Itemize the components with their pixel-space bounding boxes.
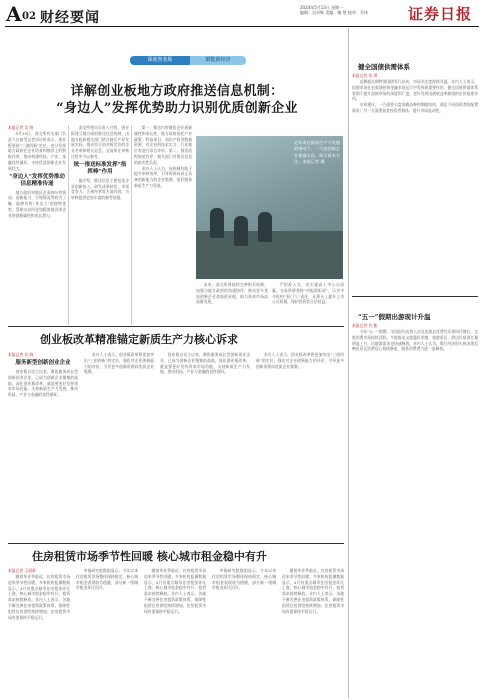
lead-column-4 [196, 282, 268, 326]
mid-paragraph: 创业板自设立以来，聚焦服务成长型创新创业企业，已成为创新企业聚集的高地。深化创业板改革，就是要更好发挥资本市场功能，支持新质生产力发展，推动科技、产业与金融的良性循环。 [160, 352, 250, 375]
column-divider [131, 125, 132, 325]
lead-paragraph: 地方政府对辖区企业的经营情况、创新能力、合规情况等较为了解，能够发挥“身边人”的独特优势，帮助交易所更加精准地识别企业的创新属性和成长潜力。 [8, 189, 66, 218]
mid-column-2 [84, 352, 154, 542]
photo-caption: 近年来在新质生产力发展的带动下，一大批创新企业崭露头角，吸引资本关注。本报记者 摄 [294, 140, 341, 164]
page-letter: A [6, 2, 22, 26]
lead-paragraph: 业内人士认为，该机制有助于提升审核效率，引导资源向真正具备创新能力的企业集聚，更好服务新质生产力发展。 [134, 165, 192, 188]
bottom-paragraph: 中指研究院数据显示，今年以来住房租赁市场整体保持稳定，核心城市租金表现较为稳健，部分新一线城市租金环比回升。 [212, 568, 276, 591]
lead-column-1 [8, 125, 66, 325]
mid-subhead: 服务新型创新创业企业 [15, 360, 71, 366]
bottom-byline: 本报记者 王丽新 [8, 568, 36, 573]
lead-subhead-1: “身边人”发挥优势推动信息精准传递 [9, 173, 65, 187]
mid-paragraph: 创业板自设立以来，聚焦服务成长型创新创业企业，已成为创新企业聚集的高地。深化创业板改革，就是要更好发挥资本市场功能，支持新质生产力发展，推动科技、产业与金融的良性循环。 [8, 369, 78, 398]
sidebar-article-1 [352, 73, 478, 273]
section-title: 财经要闻 [40, 10, 100, 26]
tag-left: 深度创业版 [130, 56, 190, 65]
lead-column-5 [272, 282, 344, 326]
header-meta [300, 5, 410, 15]
sidebar-paragraph: 专家建议，一方面要丰富国债品种和期限结构，满足不同投资者的配置需求；另一方面要拓宽投资者群体，提升市场流动性。 [352, 102, 478, 113]
bottom-column-4 [212, 568, 276, 696]
lead-paragraph: 未来，深交所将持续完善相关机制，加强与地方政府的沟通协作，推动更多优质创新企业登陆创业板，助力资本市场高质量发展。 [196, 282, 268, 305]
bottom-paragraph: 随着毕业季临近，住房租赁市场迎来季节性回暖。多家机构监测数据显示，4月份重点城市住房租金环比上涨，核心城市租金稳中有升，租赁需求持续释放。业内人士表示，各地不断完善住房租赁政策体系，保障性租赁住房供给持续增加，住房租赁市场有望保持平稳运行。 [8, 574, 70, 620]
tag-right: 赋能新经济 [190, 56, 246, 65]
sidebar-title-1: 健全国债供需体系 [358, 63, 410, 71]
lead-paragraph: 据介绍，推送信息主要包括企业创新投入、研发成果转化、市场竞争力、合规经营等方面内容，为审核提供更加丰富的参考依据。 [71, 177, 129, 201]
bottom-column-5 [282, 568, 344, 696]
mid-byline: 本报记者 吴 晓 [8, 352, 34, 357]
sidebar-paragraph: 今年“五一”假期，全国国内出游人次及出游总花费均实现同比增长，文旅消费市场持续活跃。多地推出文旅惠民举措，旅游景区、酒店民宿预订量明显上升，出境游需求也快速释放。业内人士认为，假日经济的火热表现反映出居民消费信心持续修复，服务消费潜力进一步释放。 [352, 329, 478, 352]
bottom-column-1 [8, 568, 70, 696]
photo-figure [258, 212, 272, 242]
mid-headline: 创业板改革精准锚定新质生产力核心诉求 [40, 333, 238, 346]
lead-paragraph: 严把准入关，切实提高上市公司质量。交易所将坚持“申报即担责”，压实中介机构“看门人”责任，从源头上提升上市公司质量，保护投资者合法权益。 [272, 282, 344, 305]
photo-figure [210, 208, 224, 238]
bottom-headline: 住房租赁市场季节性回暖 核心城市租金稳中有升 [32, 550, 267, 563]
bottom-column-2 [76, 568, 138, 696]
lead-column-2 [71, 125, 129, 325]
sidebar-byline-2: 本报记者 肖 艳 [352, 323, 378, 328]
lead-paragraph: 深交所相关负责人介绍，创业板建立地方政府推送信息机制，由地方政府相关部门结合辖区产业发展实际，推送符合创业板定位的企业名单和相关信息，交易所在审核过程中予以参考。 [71, 125, 129, 159]
header-date: 2024年5月13日 星期一 [300, 5, 344, 10]
newspaper-logo: 证券日报 [408, 5, 473, 23]
lead-column-3 [134, 125, 192, 325]
sidebar-byline-1: 本报记者 刘 琪 [352, 73, 378, 78]
sidebar-title-2: “五一”假期出游现计升温 [358, 313, 431, 321]
column-divider [68, 125, 69, 325]
mid-column-3 [160, 352, 250, 542]
lead-paragraph: 5月10日，深交所有关部门负责人在接受记者采访时表示，创业板坚持“三创四新”定位，充分发挥地方政府在企业培育和推荐上的积极作用，推动构建科技、产业、金融良性循环，支持优质创新企业发展壮大。 [8, 131, 66, 171]
section-rule [8, 543, 344, 544]
bottom-paragraph: 中指研究院数据显示，今年以来住房租赁市场整体保持稳定，核心城市租金表现较为稳健，部分新一线城市租金环比回升。 [76, 568, 138, 591]
mid-column-1 [8, 352, 78, 542]
header-editors: 编辑：吴卓辉 美编：谢 楚 校对：乔伟 [300, 10, 368, 15]
headline-line-1: 详解创业板地方政府推送信息机制： [70, 84, 284, 99]
lead-paragraph: 第一，推送内容聚焦企业创新属性和成长性。地方政府依托产业政策、科技项目、知识产权等数据资源，对企业的技术实力、行业地位等进行综合评价。第二，推送流程规范有序，相关部门对推送信息的真实性负责。 [134, 125, 192, 165]
sidebar-article-2 [352, 323, 478, 693]
lead-subhead-2: 统一推送标准发挥“指挥棒”作用 [73, 161, 127, 175]
headline-line-2: “身边人”发挥优势助力识别优质创新企业 [56, 101, 298, 116]
bottom-paragraph: 随着毕业季临近，住房租赁市场迎来季节性回暖。多家机构监测数据显示，4月份重点城市住房租金环比上涨，核心城市租金稳中有升，租赁需求持续释放。业内人士表示，各地不断完善住房租赁政策体系，保障性租赁住房供给持续增加，住房租赁市场有望保持平稳运行。 [282, 568, 344, 614]
section-rule [8, 326, 344, 327]
mid-paragraph: 业内人士表示，创业板改革将更加突出“三创四新”的定位，强化对企业创新能力的评价，引导更多创新资源向优质企业集聚。 [84, 352, 154, 375]
mid-column-4 [256, 352, 344, 542]
bottom-column-3 [144, 568, 206, 696]
sidebar-paragraph: 近期超长期特别国债发行启动，市场关注度持续升温。业内人士表示，国债市场在宏观调控和金融市场运行中发挥着重要作用，健全国债供需体系有助于提升国债市场的深度和广度，更好发挥国债收益率曲线的定价基准作用。 [352, 79, 478, 102]
header-rule [5, 26, 479, 27]
bottom-paragraph: 随着毕业季临近，住房租赁市场迎来季节性回暖。多家机构监测数据显示，4月份重点城市住房租金环比上涨，核心城市租金稳中有升，租赁需求持续释放。业内人士表示，各地不断完善住房租赁政策体系，保障性租赁住房供给持续增加，住房租赁市场有望保持平稳运行。 [144, 568, 206, 614]
lead-photo [196, 136, 343, 279]
lead-byline: 本报记者 吴 晓 [8, 125, 34, 130]
sidebar-separator [352, 296, 478, 297]
mid-paragraph: 业内人士表示，创业板改革将更加突出“三创四新”的定位，强化对企业创新能力的评价，引导更多创新资源向优质企业集聚。 [256, 352, 344, 369]
photo-figure [234, 216, 248, 246]
page-number: 02 [22, 11, 36, 22]
sidebar-divider [348, 28, 349, 698]
